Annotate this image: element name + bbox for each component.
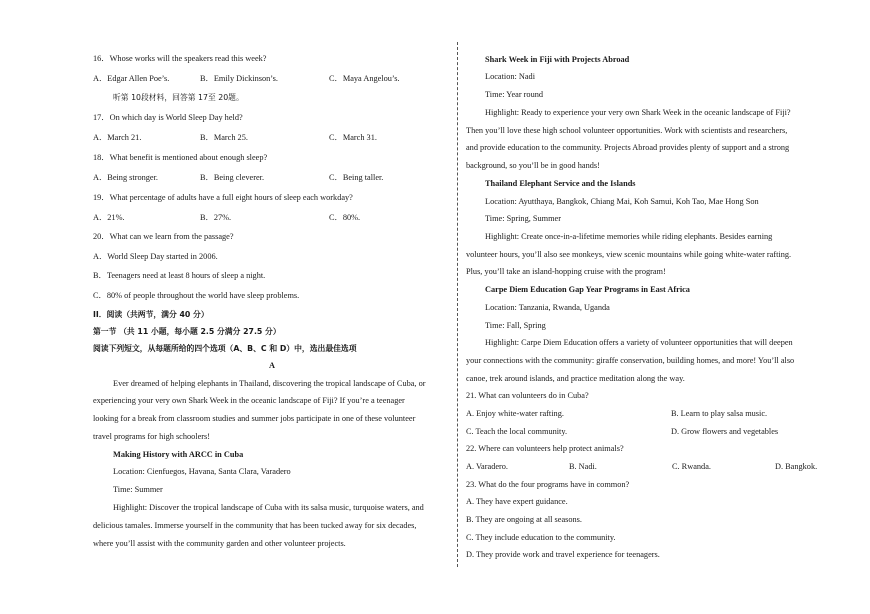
fiji-highlight-4: background, so you’ll be in good hands! bbox=[466, 161, 600, 170]
cuba-highlight-2: delicious tamales. Immerse yourself in the community that has been tucked away for six decades, bbox=[93, 521, 417, 530]
q23-option-c: C. They include education to the community. bbox=[466, 533, 616, 542]
q16-option-a: A．Edgar Allen Poe’s. bbox=[93, 74, 170, 83]
africa-highlight-1: Highlight: Carpe Diem Education offers a variety of volunteer opportunities that will deepen bbox=[485, 338, 793, 347]
q19-option-c: C．80%. bbox=[329, 213, 361, 222]
thailand-highlight-1: Highlight: Create once-in-a-lifetime memories while riding elephants. Besides earning bbox=[485, 232, 773, 241]
q17-option-c: C．March 31. bbox=[329, 133, 377, 142]
part-heading: 第一节 （共 11 小题，每小题 2.5 分满分 27.5 分） bbox=[93, 327, 281, 336]
cuba-highlight-1: Highlight: Discover the tropical landscape of Cuba with its salsa music, turquoise waters, and bbox=[113, 503, 424, 512]
q22-option-b: B. Nadi. bbox=[569, 462, 597, 471]
fiji-highlight-3: and provide education to the community. Projects Abroad provides plenty of support and a strong bbox=[466, 143, 790, 152]
q21-option-c: C. Teach the local community. bbox=[466, 427, 568, 436]
q20-option-a: A．World Sleep Day started in 2006. bbox=[93, 252, 218, 261]
q18-option-a: A．Being stronger. bbox=[93, 173, 158, 182]
thailand-highlight-3: Plus, you’ll take an island-hopping cruise with the program! bbox=[466, 267, 666, 276]
africa-time: Time: Fall, Spring bbox=[485, 321, 546, 330]
q16-option-c: C．Maya Angelou’s. bbox=[329, 74, 400, 83]
q21-option-a: A. Enjoy white-water rafting. bbox=[466, 409, 564, 418]
africa-highlight-2: your connections with the community: giraffe conservation, building homes, and more! You’ll also bbox=[466, 356, 795, 365]
q18-stem: 18．What benefit is mentioned about enough sleep? bbox=[93, 153, 268, 162]
q16-stem: 16．Whose works will the speakers read this week? bbox=[93, 54, 267, 63]
passage-label: A bbox=[269, 361, 275, 370]
q21-option-b: B. Learn to play salsa music. bbox=[671, 409, 768, 418]
q17-stem: 17．On which day is World Sleep Day held? bbox=[93, 113, 243, 122]
fiji-highlight-2: Then you’ll love these high school volunteer opportunities. Work with scientists and researchers, bbox=[466, 126, 788, 135]
fiji-location: Location: Nadi bbox=[485, 72, 535, 81]
fiji-time: Time: Year round bbox=[485, 90, 544, 99]
cuba-program-title: Making History with ARCC in Cuba bbox=[113, 450, 244, 459]
q19-option-a: A．21%. bbox=[93, 213, 125, 222]
cuba-highlight-3: where you’ll assist with the community garden and other volunteer projects. bbox=[93, 539, 346, 548]
thailand-time: Time: Spring, Summer bbox=[485, 214, 561, 223]
q21-stem: 21. What can volunteers do in Cuba? bbox=[466, 391, 589, 400]
q17-option-a: A．March 21. bbox=[93, 133, 142, 142]
q21-option-d: D. Grow flowers and vegetables bbox=[671, 427, 779, 436]
q20-option-c: C．80% of people throughout the world have sleep problems. bbox=[93, 291, 300, 300]
intro-line-2: experiencing your very own Shark Week in the oceanic landscape of Fiji? If you’re a teenager bbox=[93, 396, 405, 405]
q20-stem: 20．What can we learn from the passage? bbox=[93, 232, 234, 241]
q22-stem: 22. Where can volunteers help protect animals? bbox=[466, 444, 624, 453]
intro-line-3: looking for a break from classroom studies and summer jobs participate in one of these volunteer bbox=[93, 414, 416, 423]
q20-option-b: B．Teenagers need at least 8 hours of sleep a night. bbox=[93, 271, 266, 280]
q18-option-b: B．Being cleverer. bbox=[200, 173, 265, 182]
thailand-location: Location: Ayutthaya, Bangkok, Chiang Mai, Koh Samui, Koh Tao, Mae Hong Son bbox=[485, 197, 759, 206]
q17-option-b: B．March 25. bbox=[200, 133, 248, 142]
q23-stem: 23. What do the four programs have in common? bbox=[466, 480, 630, 489]
section-heading: II．阅读（共两节，满分 40 分） bbox=[93, 310, 209, 319]
q16-option-b: B．Emily Dickinson’s. bbox=[200, 74, 278, 83]
column-divider bbox=[457, 42, 458, 567]
intro-line-4: travel programs for high schoolers! bbox=[93, 432, 211, 441]
reading-instruction: 阅读下列短文，从每题所给的四个选项（A、B、C 和 D）中，选出最佳选项 bbox=[93, 344, 357, 353]
thailand-program-title: Thailand Elephant Service and the Islands bbox=[485, 179, 636, 188]
thailand-highlight-2: volunteer hours, you’ll also see monkeys, view scenic mountains while going white-water rafting. bbox=[466, 250, 792, 259]
africa-program-title: Carpe Diem Education Gap Year Programs in East Africa bbox=[485, 285, 690, 294]
q22-option-d: D. Bangkok. bbox=[775, 462, 818, 471]
intro-line-1: Ever dreamed of helping elephants in Thailand, discovering the tropical landscape of Cuba, or bbox=[113, 379, 426, 388]
africa-highlight-3: canoe, trek around islands, and practice meditation along the way. bbox=[466, 374, 685, 383]
q23-option-d: D. They provide work and travel experience for teenagers. bbox=[466, 550, 660, 559]
listen-note: 听第 10段材料，回答第 17至 20题。 bbox=[113, 93, 244, 102]
fiji-program-title: Shark Week in Fiji with Projects Abroad bbox=[485, 55, 630, 64]
q23-option-a: A. They have expert guidance. bbox=[466, 497, 568, 506]
q22-option-a: A. Varadero. bbox=[466, 462, 509, 471]
fiji-highlight-1: Highlight: Ready to experience your very own Shark Week in the oceanic landscape of Fiji? bbox=[485, 108, 791, 117]
q22-option-c: C. Rwanda. bbox=[672, 462, 711, 471]
cuba-time: Time: Summer bbox=[113, 485, 163, 494]
q19-option-b: B．27%. bbox=[200, 213, 232, 222]
cuba-location: Location: Cienfuegos, Havana, Santa Clara, Varadero bbox=[113, 467, 291, 476]
q23-option-b: B. They are ongoing at all seasons. bbox=[466, 515, 582, 524]
q19-stem: 19．What percentage of adults have a full eight hours of sleep each workday? bbox=[93, 193, 353, 202]
q18-option-c: C．Being taller. bbox=[329, 173, 384, 182]
africa-location: Location: Tanzania, Rwanda, Uganda bbox=[485, 303, 610, 312]
